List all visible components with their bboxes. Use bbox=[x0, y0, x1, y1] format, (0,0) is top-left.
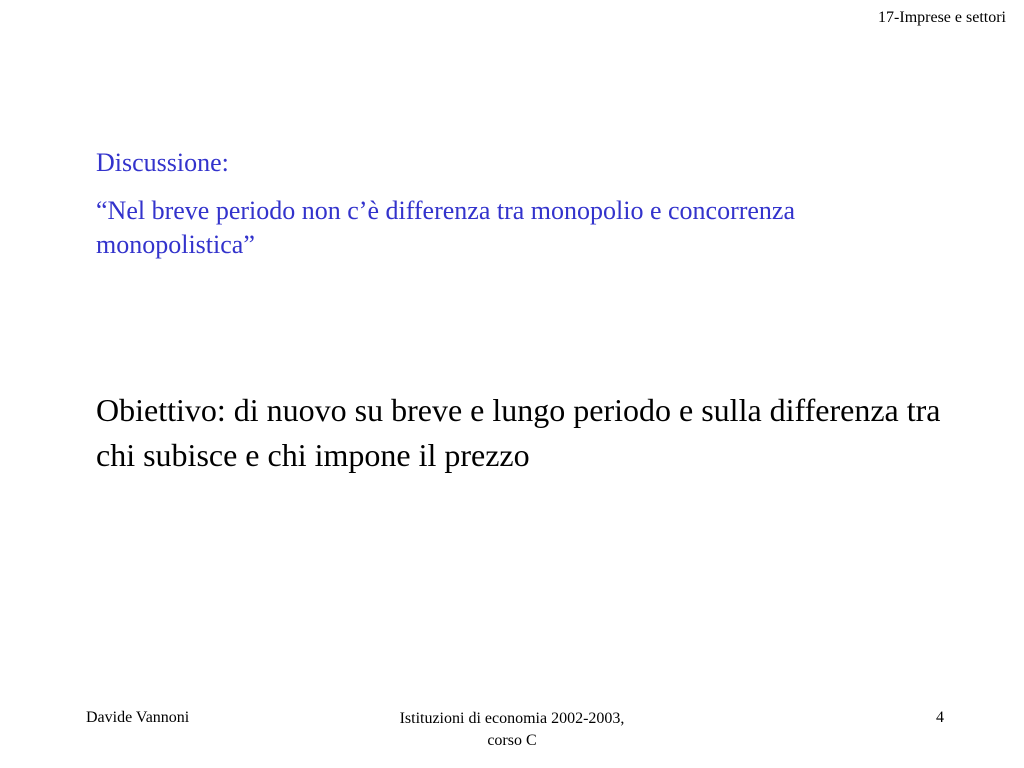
discussion-quote: “Nel breve periodo non c’è differenza tra monopolio e concorrenza monopolistica” bbox=[96, 196, 796, 259]
footer-author: Davide Vannoni bbox=[86, 709, 190, 726]
discussion-block bbox=[96, 146, 956, 262]
footer-course bbox=[352, 708, 672, 752]
slide-topic-header: 17-Imprese e settori bbox=[878, 9, 1006, 26]
footer-course-line-2: corso C bbox=[487, 732, 537, 749]
objective-text: Obiettivo: di nuovo su breve e lungo periodo e sulla differenza tra chi subisce e chi impone il prezzo bbox=[96, 392, 941, 473]
discussion-heading: Discussione: bbox=[96, 148, 229, 177]
footer-page-number: 4 bbox=[936, 709, 944, 726]
footer-course-line-1: Istituzioni di economia 2002-2003, bbox=[399, 710, 625, 727]
